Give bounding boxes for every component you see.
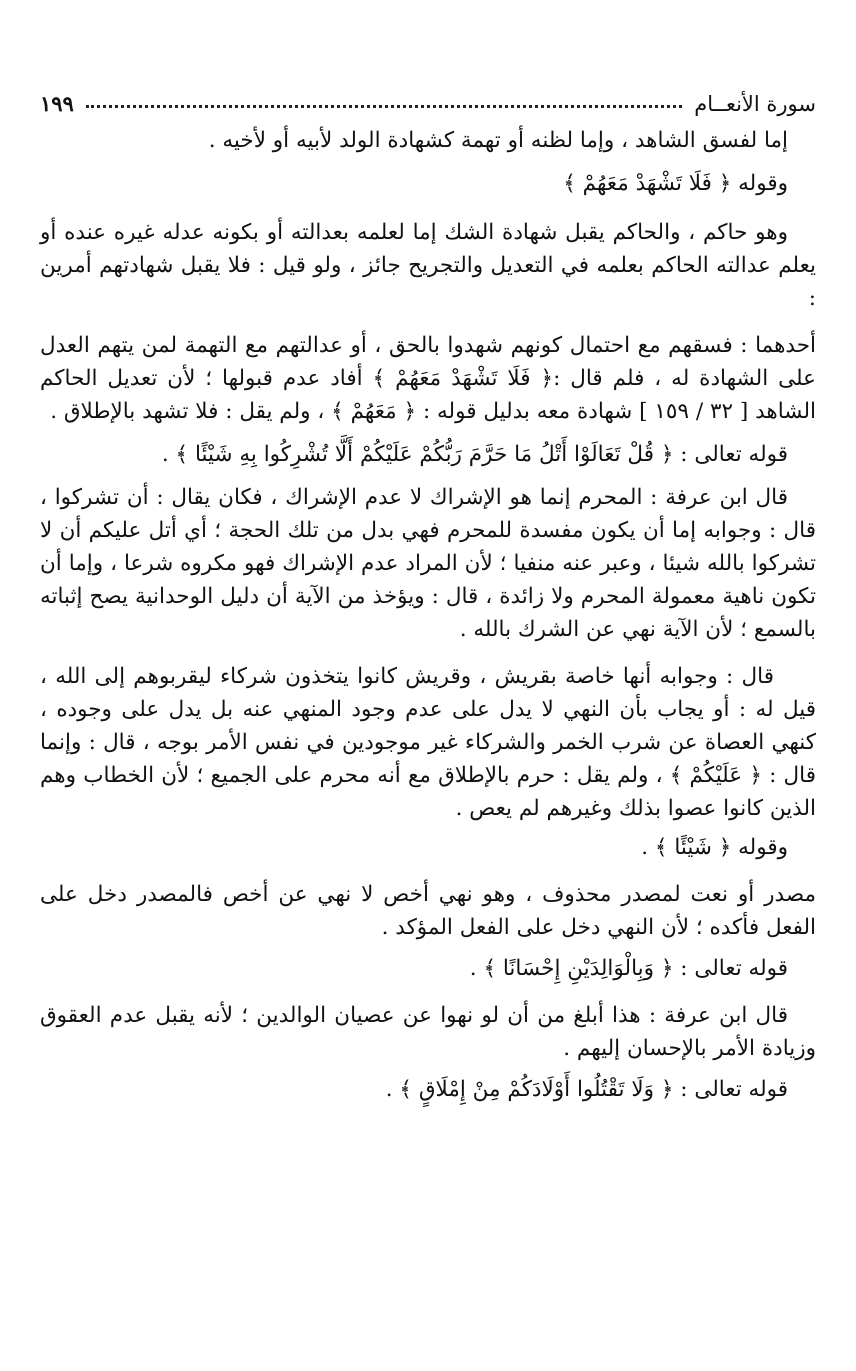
surah-title: سورة الأنعــام [694, 92, 816, 116]
verse-quote: قوله تعالى : ﴿ وَبِالْوَالِدَيْنِ إِحْسَانًا ﴾ . [469, 956, 788, 981]
paragraph: أحدهما : فسقهم مع احتمال كونهم شهدوا بالحق ، أو عدالتهم مع التهمة لمن يتهم العدل على الشهادة له ، فلم قال :﴿ فَلَا تَشْهَدْ مَعَهُمْ ﴾ أفاد عدم قبولها ؛ لأن تعديل الحاكم الشاهد [ ٣٢ / ١٥٩ ] شهادة معه بدليل قوله : ﴿ مَعَهُمْ ﴾ ، ولم يقل : فلا تشهد بالإطلاق . [40, 333, 816, 424]
paragraph: قال ابن عرفة : هذا أبلغ من أن لو نهوا عن عصيان الوالدين ؛ لأنه يقبل عدم العقوق وزيادة الأمر بالإحسان إليهم . [40, 1003, 816, 1061]
paragraph: إما لفسق الشاهد ، وإما لظنه أو تهمة كشهادة الولد لأبيه أو لأخيه . [208, 128, 788, 153]
verse-quote: وقوله ﴿ شَيْئًا ﴾ . [641, 835, 788, 860]
paragraph: مصدر أو نعت لمصدر محذوف ، وهو نهي أخص لا نهي عن أخص فالمصدر دخل على الفعل فأكده ؛ لأن النهي دخل على الفعل المؤكد . [40, 882, 816, 940]
running-header [40, 82, 816, 116]
paragraph: قال : وجوابه أنها خاصة بقريش ، وقريش كانوا يتخذون شركاء ليقربوهم إلى الله ، قيل له : أو يجاب بأن النهي لا يدل على عدم وجود المنهي عنه بل يدل على وجوده ، كنهي العصاة عن شرب الخمر والشركاء غير موجودين في نفس الأمر بوجه ، قال : وإنما قال : ﴿ عَلَيْكُمْ ﴾ ، ولم يقل : حرم بالإطلاق مع أنه محرم على الجميع ؛ لأن الخطاب وهم الذين كانوا عصوا بذلك وغيرهم لم يعص . [40, 664, 816, 821]
verse-quote: قوله تعالى : ﴿ قُلْ تَعَالَوْا أَتْلُ مَا حَرَّمَ رَبُّكُمْ عَلَيْكُمْ أَلَّا تُشْرِكُوا بِهِ شَيْئًا ﴾ . [161, 442, 788, 467]
verse-quote: قوله تعالى : ﴿ وَلَا تَقْتُلُوا أَوْلَادَكُمْ مِنْ إِمْلَاقٍ ﴾ . [385, 1077, 788, 1102]
paragraph: وهو حاكم ، والحاكم يقبل شهادة الشك إما لعلمه بعدالته أو بكونه عدله غيره عنده أو يعلم عدالته الحاكم بعلمه في التعديل والتجريح جائز ، ولو قيل : فلا يقبل شهادتهم أمرين : [40, 220, 816, 311]
paragraph: قال ابن عرفة : المحرم إنما هو الإشراك لا عدم الإشراك ، فكان يقال : أن تشركوا ، قال : وجوابه إما أن يكون مفسدة للمحرم فهي بدل من تلك الحجة ؛ أي أتل عليكم أن لا تشركوا بالله شيئا ، وعبر عنه منفيا ؛ لأن المراد عدم الإشراك فهو مكروه شرعا ، وإما أن تكون ناهية معمولة المحرم ولا زائدة ، قال : ويؤخذ من الآية أن دليل الوحدانية يصح إثباته بالسمع ؛ لأن الآية نهي عن الشرك بالله . [40, 485, 816, 642]
page-number: ١٩٩ [40, 91, 74, 116]
header-dotted-leader [86, 105, 682, 108]
verse-quote: وقوله ﴿ فَلَا تَشْهَدْ مَعَهُمْ ﴾ [563, 171, 788, 196]
